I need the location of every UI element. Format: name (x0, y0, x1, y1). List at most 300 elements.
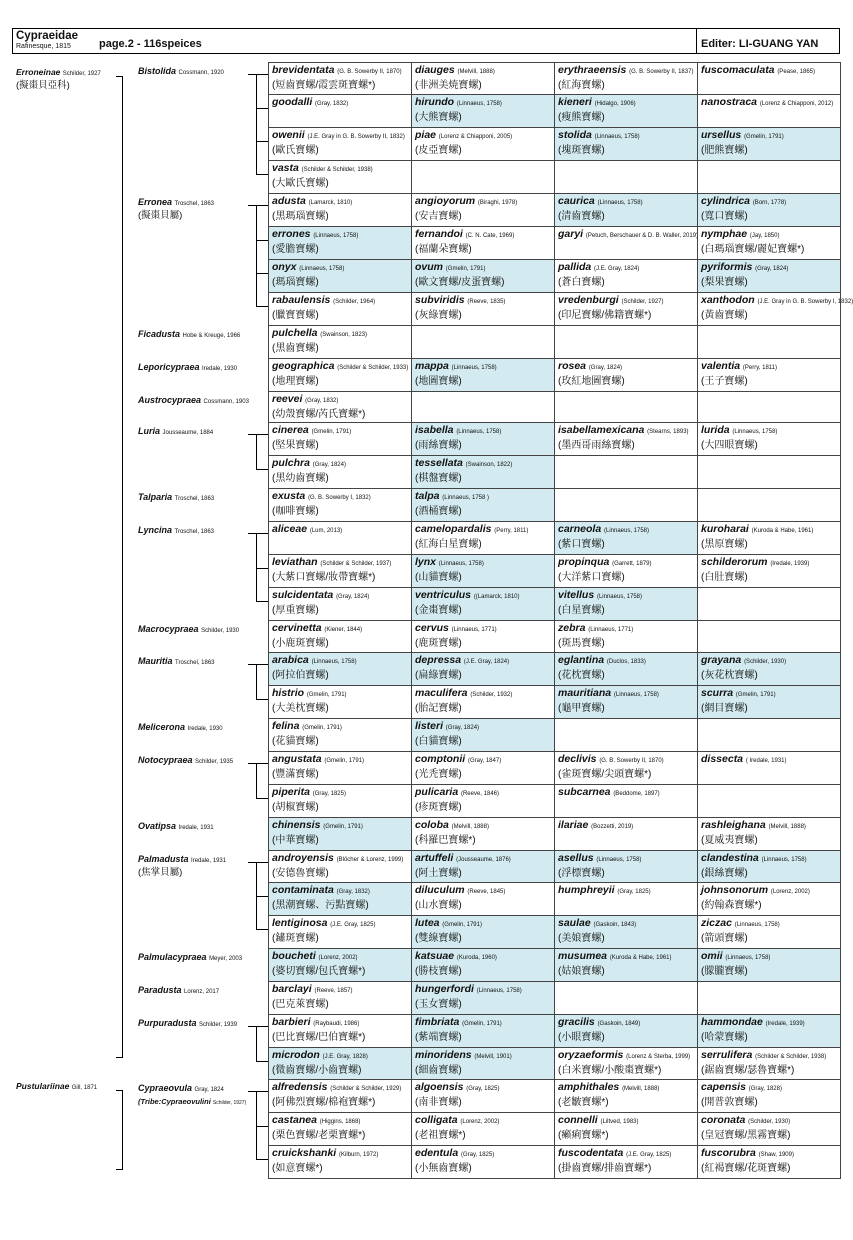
species-chinese-name: (哈蒙寶螺) (701, 1032, 748, 1043)
species-name: cylindrica (701, 195, 751, 207)
species-cell (268, 587, 412, 621)
subfamily-bracket-tick (116, 1169, 123, 1170)
empty-cell (697, 325, 841, 359)
genus-name: Palmulacypraea (138, 952, 207, 962)
species-name: mauritiana (558, 687, 612, 699)
species-author: (Gmelin, 1791) (735, 692, 776, 698)
species-author: (G. B. Sowerby II, 1870) (599, 758, 664, 764)
genus-chinese-name: (焦掌貝屬) (138, 867, 183, 878)
genus-name: Talparia (138, 492, 173, 502)
species-name: stolida (558, 129, 592, 141)
species-author: (Gmelin, 1791) (324, 758, 365, 764)
species-line (558, 64, 695, 79)
empty-cell (411, 160, 555, 194)
species-line (415, 96, 552, 111)
species-name: boucheti (272, 950, 316, 962)
species-cell (268, 160, 412, 194)
species-chinese-name: (瘦熊寶螺) (558, 112, 605, 123)
species-cell (268, 422, 412, 456)
species-name: carneola (558, 523, 602, 535)
genus-label (138, 328, 240, 342)
species-cell (697, 685, 841, 719)
species-line (701, 884, 838, 899)
species-line (558, 523, 695, 538)
species-author: (Gray, 1824) (445, 725, 480, 731)
species-line (272, 294, 409, 309)
species-cell (697, 751, 841, 785)
species-chinese-name: (皮亞寶螺) (415, 145, 462, 156)
species-author: (Reeve, 1845) (467, 889, 506, 895)
genus-bracket (256, 1091, 257, 1159)
species-name: ziczac (701, 917, 732, 929)
species-name: adusta (272, 195, 306, 207)
species-cell (268, 62, 412, 95)
species-author: (Linnaeus, 1771) (588, 627, 634, 633)
species-author: (Jousseaume, 1876) (456, 857, 511, 863)
genus-bracket-tick (256, 862, 268, 863)
species-cell (554, 94, 698, 128)
species-name: asellus (558, 852, 594, 864)
species-chinese-name: (福蘭朵寶螺) (415, 244, 472, 255)
species-line (701, 1049, 838, 1064)
genus-bracket-tick (256, 1091, 268, 1092)
species-chinese-name: (癩痢寶螺*) (558, 1130, 609, 1141)
species-line (415, 457, 552, 472)
species-author: (Schilder & Schilder, 1938) (301, 167, 373, 173)
species-chinese-name: (阿佛烈寶螺/棉袍寶螺*) (272, 1097, 376, 1108)
genus-author: Meyer, 2003 (209, 956, 243, 962)
species-author: (Gmelin, 1791) (323, 824, 363, 830)
species-chinese-name: (巴比寶螺/巴伯寶螺*) (272, 1032, 366, 1043)
species-author: (Linnaeus, 1758) (311, 659, 357, 665)
species-author: (Schilder & Schilder, 1938) (755, 1054, 827, 1060)
species-name: fuscodentata (558, 1147, 624, 1159)
species-chinese-name: (鹿斑寶螺) (415, 638, 462, 649)
species-line (272, 424, 409, 439)
species-cell (411, 193, 555, 227)
genus-label (138, 1082, 246, 1109)
species-line (701, 556, 838, 571)
species-line (558, 884, 695, 899)
genus-label (138, 196, 214, 222)
species-author: (Linnaeus, 1758) (456, 101, 502, 107)
species-chinese-name: (老皺寶螺*) (558, 1097, 609, 1108)
empty-cell (554, 718, 698, 752)
genus-label (138, 984, 219, 998)
species-line (701, 96, 838, 111)
species-cell (411, 554, 555, 588)
species-author: (Born, 1778) (752, 200, 787, 206)
species-cell (697, 1112, 841, 1146)
species-cell (554, 259, 698, 293)
species-cell (268, 1079, 412, 1113)
species-cell (411, 620, 555, 653)
species-cell (697, 948, 841, 982)
species-cell (268, 127, 412, 161)
species-author: (J.E. Gray, 1825) (330, 922, 376, 928)
species-author: (Gmelin, 1791) (442, 922, 482, 928)
species-cell (268, 94, 412, 128)
species-author: (Melvill, 1888) (768, 824, 806, 830)
species-author: (G. B. Sowerby II, 1870) (337, 69, 402, 75)
species-author: (Melvill, 1888) (622, 1086, 660, 1092)
species-line (415, 490, 552, 505)
species-cell (411, 652, 555, 686)
species-cell (554, 751, 698, 785)
species-name: subviridis (415, 294, 465, 306)
species-name: talpa (415, 490, 440, 502)
species-chinese-name: (科羅巴寶螺*) (415, 835, 476, 846)
species-name: saulae (558, 917, 591, 929)
species-name: angustata (272, 753, 322, 765)
genus-author: Iredale, 1931 (191, 858, 227, 864)
species-name: depressa (415, 654, 462, 666)
species-chinese-name: (王子寶螺) (701, 376, 748, 387)
species-author: (Schilder, 1930) (748, 1119, 791, 1125)
species-author: (Shaw, 1909) (758, 1152, 794, 1158)
species-chinese-name: (山水寶螺) (415, 900, 462, 911)
species-name: diluculum (415, 884, 465, 896)
species-line (558, 424, 695, 439)
species-line (558, 261, 695, 276)
species-line (272, 556, 409, 571)
species-name: pyriformis (701, 261, 753, 273)
species-chinese-name: (鏽斑寶螺) (272, 933, 319, 944)
species-cell (268, 1047, 412, 1080)
subfamily-name: Pustulariinae (16, 1081, 70, 1091)
species-author: (Linnaeus, 1758) (299, 266, 345, 272)
species-chinese-name: (黑齒寶螺) (272, 343, 319, 354)
species-cell (554, 521, 698, 555)
species-cell (411, 1014, 555, 1048)
species-name: nanostraca (701, 96, 758, 108)
empty-cell (554, 981, 698, 1015)
species-author: (Linnaeus, 1758) (596, 857, 642, 863)
species-line (272, 1147, 409, 1162)
species-author: (Melvill, 1888) (451, 824, 489, 830)
genus-label (138, 623, 239, 637)
species-author: (Gray, 1824) (336, 594, 370, 600)
species-name: isabellamexicana (558, 424, 645, 436)
species-line (415, 654, 552, 669)
species-chinese-name: (紅海寶螺) (558, 80, 605, 91)
species-name: isabella (415, 424, 454, 436)
header-divider (696, 29, 697, 53)
species-chinese-name: (小鹿斑寶螺) (272, 638, 329, 649)
species-author: (J.E. Gray, 1828) (322, 1054, 368, 1060)
species-chinese-name: (雨絲寶螺) (415, 440, 462, 451)
genus-name: Cypraeovula (138, 1083, 193, 1093)
genus-bracket-tick (256, 1126, 268, 1127)
species-cell (268, 620, 412, 653)
species-chinese-name: (大美枕寶螺) (272, 703, 329, 714)
species-chinese-name: (玉女寶螺) (415, 999, 462, 1010)
species-name: cervus (415, 622, 449, 634)
species-cell (411, 292, 555, 326)
species-cell (411, 784, 555, 818)
genus-name: Luria (138, 426, 161, 436)
species-line (415, 424, 552, 439)
species-line (415, 129, 552, 144)
species-author: (Swainson, 1823) (320, 332, 367, 338)
species-chinese-name: (小無齒寶螺) (415, 1163, 472, 1174)
tribe-label (138, 1096, 246, 1109)
species-line (415, 1114, 552, 1129)
subfamily-author: Schilder, 1927 (62, 71, 101, 77)
species-chinese-name: (咖啡寶螺) (272, 506, 319, 517)
species-chinese-name: (老祖寶螺*) (415, 1130, 466, 1141)
species-author: (Gmelin, 1791) (744, 134, 784, 140)
species-line (272, 852, 409, 867)
species-cell (268, 488, 412, 522)
species-cell (411, 422, 555, 456)
empty-cell (697, 160, 841, 194)
species-name: rabaulensis (272, 294, 331, 306)
species-chinese-name: (美娘寶螺) (558, 933, 605, 944)
species-chinese-name: (愛膽寶螺) (272, 244, 319, 255)
empty-cell (554, 391, 698, 423)
species-author: (Linnaeus, 1758) (732, 429, 778, 435)
species-name: geographica (272, 360, 335, 372)
species-line (415, 819, 552, 834)
empty-cell (697, 488, 841, 522)
species-chinese-name: (白瑪瑙寶螺/麗妃寶螺*) (701, 244, 805, 255)
tribe-author: Schilder, 1927) (212, 1100, 247, 1106)
empty-cell (697, 784, 841, 818)
species-line (701, 294, 853, 309)
species-line (558, 753, 695, 768)
species-name: coloba (415, 819, 449, 831)
empty-cell (554, 488, 698, 522)
species-line (415, 1016, 552, 1031)
species-cell (697, 226, 841, 260)
species-chinese-name: (箭頭寶螺) (701, 933, 748, 944)
species-cell (697, 1014, 841, 1048)
empty-cell (697, 587, 841, 621)
species-cell (411, 685, 555, 719)
species-cell (268, 226, 412, 260)
species-author: (Lorenz & Chiapponi, 2005) (438, 134, 513, 140)
species-chinese-name: (婆切寶螺/包氏寶螺*) (272, 966, 366, 977)
species-author: (Blöcher & Lorenz, 1999) (336, 857, 404, 863)
species-line (701, 819, 838, 834)
species-cell (268, 521, 412, 555)
genus-name: Bistolida (138, 66, 177, 76)
species-name: hammondae (701, 1016, 763, 1028)
species-line (272, 327, 409, 342)
species-author: (Gmelin, 1791) (302, 725, 342, 731)
species-cell (697, 554, 841, 588)
genus-name: Leporicypraea (138, 362, 200, 372)
species-cell (268, 915, 412, 949)
species-cell (411, 817, 555, 851)
species-line (415, 589, 552, 604)
species-line (558, 786, 695, 801)
species-author: (Gaskoin, 1849) (597, 1021, 641, 1027)
species-chinese-name: (花貓寶螺) (272, 736, 319, 747)
species-name: scurra (701, 687, 734, 699)
species-author: (Raybaudi, 1986) (313, 1021, 360, 1027)
species-author: (Linnaeus, 1758) (613, 692, 659, 698)
species-line (701, 261, 838, 276)
species-author: (Iredale, 1939) (765, 1021, 805, 1027)
genus-author: Iredale, 1931 (178, 825, 214, 831)
species-line (558, 195, 695, 210)
empty-cell (697, 718, 841, 752)
subfamily-author: Gill, 1871 (71, 1085, 98, 1091)
species-name: arabica (272, 654, 309, 666)
species-line (415, 523, 552, 538)
species-author: (Liltved, 1983) (600, 1119, 639, 1125)
species-cell (268, 193, 412, 227)
species-author: (Lorenz, 2002) (770, 889, 810, 895)
species-cell (268, 1145, 412, 1179)
species-cell (268, 751, 412, 785)
species-line (272, 884, 409, 899)
genus-name: Paradusta (138, 985, 182, 995)
species-chinese-name: (網目寶螺) (701, 703, 748, 714)
species-line (558, 1016, 695, 1031)
species-cell (554, 817, 698, 851)
species-line (558, 294, 695, 309)
species-line (558, 622, 695, 637)
species-cell (268, 325, 412, 359)
genus-label (138, 820, 214, 834)
species-chinese-name: (酒桶寶螺) (415, 506, 462, 517)
species-cell (411, 587, 555, 621)
species-line (415, 622, 552, 637)
species-line (272, 589, 409, 604)
species-author: (Lamarck, 1810) (308, 200, 353, 206)
species-chinese-name: (雀斑寶螺/尖頭寶螺*) (558, 769, 652, 780)
species-author: (Perry, 1811) (742, 365, 778, 371)
species-author: (Gray, 1825) (466, 1086, 500, 1092)
species-line (415, 1081, 552, 1096)
species-name: exusta (272, 490, 306, 502)
species-line (415, 294, 552, 309)
species-chinese-name: (朦朧寶螺) (701, 966, 748, 977)
species-line (701, 1114, 838, 1129)
genus-bracket-tick (256, 896, 268, 897)
species-chinese-name: (地圖寶螺) (415, 376, 462, 387)
species-cell (411, 127, 555, 161)
species-author: (Reeve, 1835) (467, 299, 506, 305)
species-author: (Linnaeus, 1758) (603, 528, 650, 534)
genus-bracket-tick (256, 469, 268, 470)
genus-author: Troschel, 1863 (174, 201, 214, 207)
species-author: (Linnaeus, 1758) (594, 134, 640, 140)
species-chinese-name: (安德魯寶螺) (272, 868, 329, 879)
species-name: vredenburgi (558, 294, 619, 306)
genus-bracket (256, 434, 257, 469)
species-cell (554, 882, 698, 916)
species-author: (Gray, 1828) (748, 1086, 782, 1092)
species-cell (411, 751, 555, 785)
species-chinese-name: (掛齒寶螺/排齒寶螺*) (558, 1163, 652, 1174)
species-chinese-name: (黃齒寶螺) (701, 310, 748, 321)
species-cell (268, 850, 412, 883)
species-author: (Linnaeus, 1758) (313, 233, 359, 239)
species-chinese-name: (寬口寶螺) (701, 211, 748, 222)
species-chinese-name: (紅海白星寶螺) (415, 539, 482, 550)
species-chinese-name: (巴克萊寶螺) (272, 999, 329, 1010)
species-name: kieneri (558, 96, 592, 108)
species-chinese-name: (棋盤寶螺) (415, 473, 462, 484)
species-chinese-name: (扁綠寶螺) (415, 670, 462, 681)
species-author: (Schilder & Schilder, 1929) (330, 1086, 402, 1092)
genus-author: Gray, 1824 (194, 1087, 224, 1093)
species-name: tessellata (415, 457, 463, 469)
species-cell (268, 685, 412, 719)
empty-cell (697, 391, 841, 423)
species-author: (Linnaeus, 1771) (451, 627, 497, 633)
species-cell (411, 1145, 555, 1179)
species-chinese-name: (黑原寶螺) (701, 539, 748, 550)
species-cell (697, 292, 853, 326)
species-name: androyensis (272, 852, 334, 864)
species-author: (G. B. Sowerby II, 1837) (629, 69, 694, 75)
species-line (558, 687, 695, 702)
species-cell (697, 652, 841, 686)
species-cell (268, 948, 412, 982)
genus-label (138, 361, 237, 375)
species-chinese-name: (紫端寶螺) (415, 1032, 462, 1043)
empty-cell (554, 160, 698, 194)
species-chinese-name: (大洋紫口寶螺) (558, 572, 625, 583)
genus-author: Iredale, 1930 (202, 366, 238, 372)
species-chinese-name: (蒼白寶螺) (558, 277, 605, 288)
subfamily-chinese-name: (擬棗貝亞科) (16, 80, 70, 91)
species-cell (268, 652, 412, 686)
genus-author: Schilder, 1939 (199, 1022, 238, 1028)
species-chinese-name: (短齒寶螺/霞雲斑寶螺*) (272, 80, 376, 91)
species-name: fuscorubra (701, 1147, 756, 1159)
species-chinese-name: (山貓寶螺) (415, 572, 462, 583)
genus-bracket-tick (256, 434, 268, 435)
species-author: (Lum, 2013) (309, 528, 343, 534)
genus-bracket-tick (256, 929, 268, 930)
species-author: (Melvill, 1901) (474, 1054, 512, 1060)
genus-author: Troschel, 1863 (174, 496, 215, 502)
species-name: rashleighana (701, 819, 766, 831)
species-line (272, 129, 409, 144)
species-chinese-name: (雙線寶螺) (415, 933, 462, 944)
species-name: sulcidentata (272, 589, 334, 601)
species-name: camelopardalis (415, 523, 492, 535)
species-chinese-name: (白貓寶螺) (415, 736, 462, 747)
species-name: reevei (272, 393, 303, 405)
species-cell (268, 358, 412, 392)
species-line (701, 1081, 838, 1096)
species-author: (Biraghi, 1978) (477, 200, 518, 206)
species-cell (697, 1079, 841, 1113)
genus-author: Cossmann, 1920 (178, 70, 224, 76)
species-cell (554, 1145, 698, 1179)
species-name: owenii (272, 129, 305, 141)
species-line (701, 1016, 838, 1031)
species-line (272, 457, 409, 472)
species-line (701, 950, 838, 965)
species-chinese-name: (臘寶寶螺) (272, 310, 319, 321)
species-chinese-name: (印尼寶螺/佛籍寶螺*) (558, 310, 652, 321)
species-cell (411, 521, 555, 555)
species-name: serrulifera (701, 1049, 753, 1061)
species-cell (411, 488, 555, 522)
genus-label (138, 754, 233, 768)
species-name: diauges (415, 64, 455, 76)
genus-author: Lorenz, 2017 (184, 989, 220, 995)
species-line (701, 195, 838, 210)
